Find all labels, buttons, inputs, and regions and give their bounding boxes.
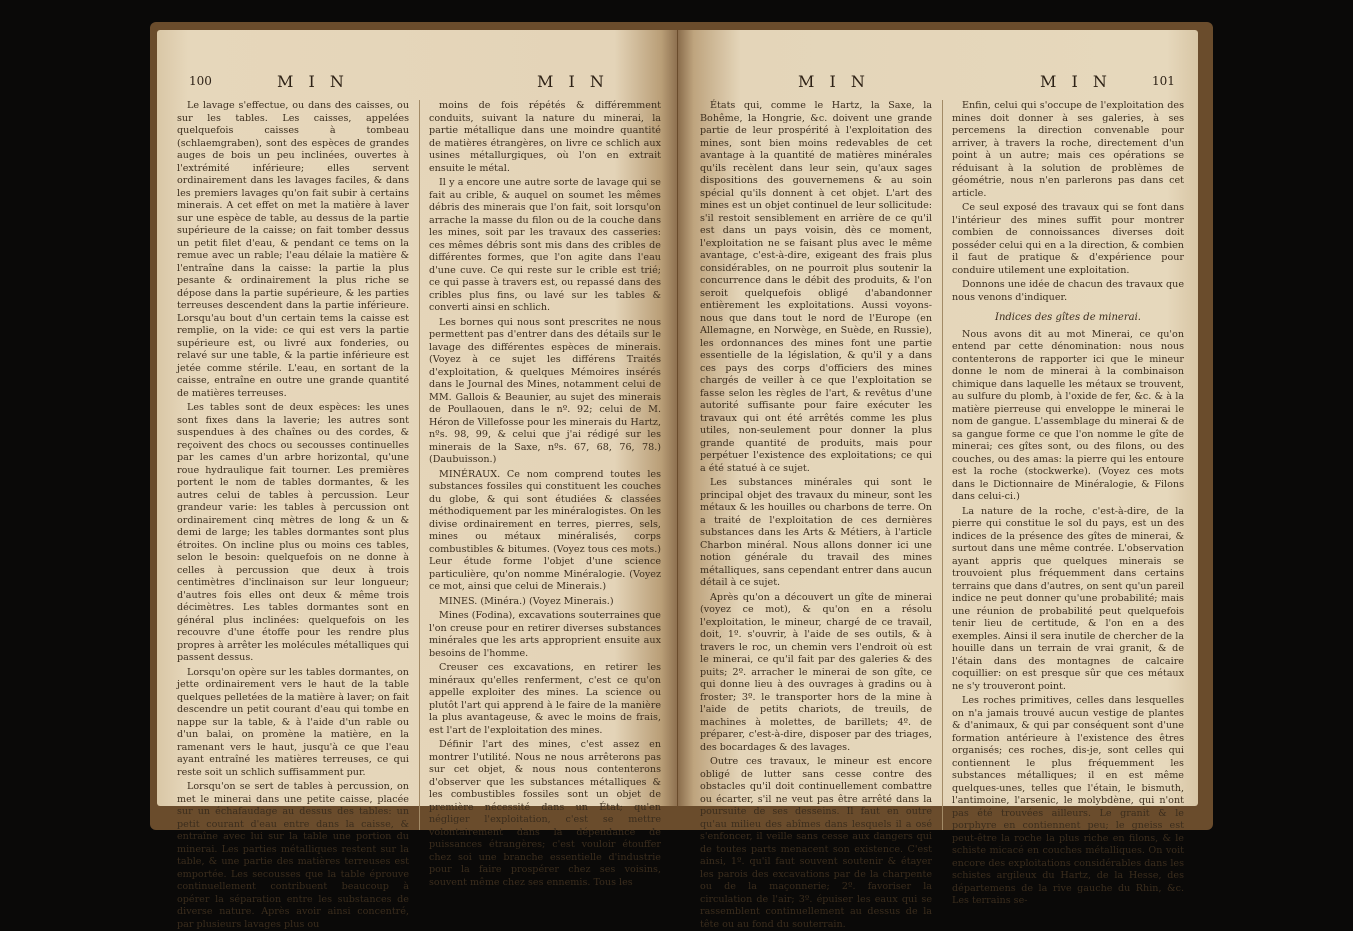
paragraph: Il y a encore une autre sorte de lavage qui se fait au crible, & auquel on soumet les mêmes débris des minerais que l'on fait, soit lorsqu'on arrache la masse du filon ou de la couche dans les mines, soit par les travaux des casseries: ces mêmes débris sont mis dans des cribles de différentes formes, que l'on agite dans l'eau d'une cuve. Ce qui reste sur le crible est trié; ce qui passe à travers est, ou repassé dans des cribles plus fins, ou lavé sur les tables & converti ainsi en schlich. <box>429 177 661 313</box>
left-running-head-2: M I N <box>537 72 609 91</box>
paragraph: Donnons une idée de chacun des travaux que nous venons d'indiquer. <box>952 279 1184 303</box>
left-running-head: M I N <box>277 72 349 91</box>
paragraph: Mines (Fodina), excavations souterraines que l'on creuse pour en retirer diverses substances minérales que les arts approprient ensuite aux besoins de l'homme. <box>429 610 661 659</box>
paragraph: Les roches primitives, celles dans lesquelles on n'a jamais trouvé aucun vestige de plantes & d'animaux, & qui par conséquent sont d'une formation antérieure à l'existence des êtres organisés; ces roches, dis-je, sont celles qui contiennent le plus fréquemment les substances métalliques; il en est même quelques-unes, telles que l'étain, le bismuth, l'antimoine, l'arsenic, le molybdène, qui n'ont pas été trouvées ailleurs. Le granit & le porphyre en contiennent peu; le gneiss est peut-être la roche la plus riche en filons, & le schiste micacé en couches métalliques. On voit encore des exploitations considérables dans les schistes argileux du Hartz, de la Hesse, des départemens de la rive gauche du Rhin, &c. Les terrains se- <box>952 695 1184 906</box>
paragraph: Lorsqu'on se sert de tables à percussion, on met le minerai dans une petite caisse, placée sur un échafaudage au dessus des tables: un petit courant d'eau entre dans la caisse, & entraîne avec lui sur la table une portion du minerai. Les parties métalliques restent sur la table, & une partie des matières terreuses est emportée. Les secousses que la table éprouve continuellement contribuent beaucoup à opérer la séparation entre les substances de diverse nature. Après avoir ainsi concentré, par plusieurs lavages plus ou <box>177 781 409 930</box>
paragraph: Les tables sont de deux espèces: les unes sont fixes dans la laverie; les autres sont suspendues à des chaînes ou des cordes, & reçoivent des chocs ou secousses continuelles par les cames d'un arbre horizontal, qu'une roue hydraulique fait tourner. Les premières portent le nom de tables dormantes, & les autres celui de tables à percussion. Leur grandeur varie: les tables à percussion ont ordinairement cinq mètres de long & un & demi de large; les tables dormantes sont plus étroites. On incline plus ou moins ces tables, selon le besoin: quelquefois on ne donne à celles à percussion que deux à trois centimètres d'inclinaison sur leur longueur; d'autres fois elles ont deux & même trois décimètres. Les tables dormantes sont en général plus inclinées: quelquefois on les recouvre d'une étoffe pour les rendre plus propres à arrêter les molécules métalliques qui passent dessus. <box>177 402 409 663</box>
paragraph: Définir l'art des mines, c'est assez en montrer l'utilité. Nous ne nous arrêterons pas sur cet objet, & nous nous contenterons d'observer que les substances métalliques & les combustibles fossiles sont un objet de première nécessité dans un État; qu'en négliger l'exploitation, c'est se mettre volontairement dans la dépendance de puissances étrangères; c'est vouloir étouffer chez soi une branche essentielle d'industrie pour la faire prospérer chez ses voisins, souvent même chez ses ennemis. Tous les <box>429 739 661 888</box>
left-page-number: 100 <box>189 74 212 88</box>
paragraph: Ce seul exposé des travaux qui se font dans l'intérieur des mines suffit pour montrer combien de connoissances diverses doit posséder celui qui en a la direction, & combien il faut de pratique & d'expérience pour conduire utilement une exploitation. <box>952 202 1184 276</box>
right-running-head: M I N <box>798 72 870 91</box>
left-column-2 <box>429 100 661 888</box>
paragraph: moins de fois répétés & différemment conduits, suivant la nature du minerai, la partie métallique dans une moindre quantité de matières étrangères, on livre ce schlich aux usines métallurgiques, où l'on en extrait ensuite le métal. <box>429 100 661 174</box>
paragraph: Après qu'on a découvert un gîte de minerai (voyez ce mot), & qu'on en a résolu l'exploitation, le mineur, chargé de ce travail, doit, 1º. s'ouvrir, à l'aide de ses outils, & à travers le roc, un chemin vers l'endroit où est le minerai, ce qu'il fait par des galeries & des puits; 2º. arracher le minerai de son gîte, ce qui donne lieu à des ouvrages à gradins ou à froster; 3º. le transporter hors de la mine à l'aide de petits chariots, de treuils, de machines à molettes, de barillets; 4º. de préparer, c'est-à-dire, disposer par des triages, des bocardages & des lavages. <box>700 591 932 753</box>
paragraph: MINES. (Minéra.) (Voyez Minerais.) <box>439 595 614 607</box>
column-rule <box>942 100 943 830</box>
right-running-head-2: M I N <box>1040 72 1112 91</box>
right-page <box>678 30 1198 930</box>
right-column-2 <box>952 100 1184 906</box>
paragraph: Le lavage s'effectue, ou dans des caisses, ou sur les tables. Les caisses, appelées quelquefois caisses à tombeau (schlaemgraben), sont des espèces de grandes auges de bois un peu inclinées, ouvertes à l'extrémité inférieure; elles servent ordinairement dans les lavages faciles, & dans les premiers lavages qu'on fait subir à certains minerais. A cet effet on met la matière à laver sur une espèce de table, au dessus de la partie supérieure de la caisse; on fait tomber dessus un petit filet d'eau, & pendant ce tems on la remue avec un rable; l'eau délaie la matière & l'entraîne dans la caisse: la partie la plus pesante & ordinairement la plus riche se dépose dans la partie supérieure, & les parties terreuses descendent dans la partie inférieure. Lorsqu'au bout d'un certain tems la caisse est remplie, on la vide: ce qui est vers la partie supérieure est, ou livré aux fonderies, ou relavé sur une table, & la partie inférieure est jetée comme stérile. L'eau, en sortant de la caisse, entraîne en outre une grande quantité de matières terreuses. <box>177 100 409 399</box>
right-page-number: 101 <box>1152 74 1175 88</box>
paragraph: Outre ces travaux, le mineur est encore obligé de lutter sans cesse contre des obstacles qu'il doit continuellement combattre ou écarter, s'il ne veut pas être arrêté dans la poursuite de ses desseins. Il faut en outre qu'au milieu des abîmes dans lesquels il a osé s'enfoncer, il veille sans cesse aux dangers qui de toutes parts menacent son existence. C'est ainsi, 1º. qu'il faut souvent soutenir & étayer les parois des excavations par de la charpente ou de la maçonnerie; 2º. favoriser la circulation de l'air; 3º. épuiser les eaux qui se rassemblent continuellement au dessus de la tête ou au fond du souterrain. <box>700 756 932 930</box>
section-heading: Indices des gîtes de minerai. <box>995 312 1141 323</box>
paragraph: Les bornes qui nous sont prescrites ne nous permettent pas d'entrer dans des détails sur le lavage des différentes espèces de minerais. (Voyez à ce sujet les différens Traités d'exploitation, & quelques Mémoires insérés dans le Journal des Mines, notamment celui de MM. Gallois & Beaunier, au sujet des minerais de Poullaouen, dans le nº. 92; celui de M. Héron de Villefosse pour les minerais du Hartz, nºs. 98, 99, & celui que j'ai rédigé sur les minerais de la Saxe, nºs. 67, 68, 76, 78.) (Daubuisson.) <box>429 316 661 465</box>
paragraph: États qui, comme le Hartz, la Saxe, la Bohême, la Hongrie, &c. doivent une grande partie de leur prospérité à l'exploitation des mines, sont bien moins redevables de cet avantage à la quantité de matières minérales qu'ils recèlent dans leur sein, qu'aux sages dispositions des gouvernemens & au soin spécial qu'ils donnent à cet objet. L'art des mines est un objet continuel de leur sollicitude: s'il restoit sensiblement en arrière de ce qu'il est dans un pays voisin, dès ce moment, l'exploitation ne se faisant plus avec le même avantage, c'est-à-dire, exigeant des frais plus considérables, on ne pourroit plus soutenir la concurrence dans le débit des produits, & l'on seroit quelquefois obligé d'abandonner entièrement les exploitations. Aussi voyons-nous que dans tout le nord de l'Europe (en Allemagne, en Norwège, en Suède, en Russie), les ordonnances des mines font une partie essentielle de la législation, & qu'il y a dans ces pays des corps d'officiers des mines chargés de veiller à ce que l'exploitation se fasse selon les règles de l'art, & revêtus d'une autorité suffisante pour faire exécuter les travaux qui ont été arrêtés comme les plus utiles, non-seulement pour donner la plus grande quantité de produits, mais pour perpétuer l'existence des exploitations; ce qui a été statué à ce sujet. <box>700 100 932 474</box>
paragraph: MINÉRAUX. Ce nom comprend toutes les substances fossiles qui constituent les couches du globe, & qui sont étudiées & classées méthodiquement par les minéralogistes. On les divise ordinairement en terres, pierres, sels, mines ou métaux minéralisés, corps combustibles & bitumes. (Voyez tous ces mots.) Leur étude forme l'objet d'une science particulière, qu'on nomme Minéralogie. (Voyez ce mot, ainsi que celui de Minerais.) <box>429 468 661 592</box>
paragraph: Enfin, celui qui s'occupe de l'exploitation des mines doit donner à ses galeries, à ses percemens la direction convenable pour arriver, à travers la roche, directement d'un point à un autre; mais ces opérations se réduisant à la solution de problèmes de géométrie, nous n'en parlerons pas dans cet article. <box>952 100 1184 199</box>
paragraph: Creuser ces excavations, en retirer les minéraux qu'elles renferment, c'est ce qu'on appelle exploiter des mines. La science ou plutôt l'art qui apprend à le faire de la manière la plus avantageuse, & avec le moins de frais, est l'art de l'exploitation des mines. <box>429 662 661 736</box>
column-rule <box>419 100 420 830</box>
left-column-1 <box>177 100 410 930</box>
paragraph: Lorsqu'on opère sur les tables dormantes, on jette ordinairement vers le haut de la table quelques pelletées de la matière à laver; on fait descendre un petit courant d'eau qui tombe en nappe sur la table, & à l'aide d'un rable ou d'un balai, on promène la matière, en la ramenant vers le haut, jusqu'à ce que l'eau ayant entraîné les matières terreuses, ce qui reste soit un schlich suffisamment pur. <box>177 666 410 778</box>
paragraph: Nous avons dit au mot Minerai, ce qu'on entend par cette dénomination: nous nous contenterons de rapporter ici que le mineur donne le nom de minerai à la combinaison chimique dans laquelle les métaux se trouvent, au sulfure du plomb, à l'oxide de fer, &c. & à la matière pierreuse qui enveloppe le minerai le nom de gangue. L'assemblage du minerai & de sa gangue forme ce que l'on nomme le gîte de minerai; ces gîtes sont, ou des filons, ou des couches, ou des amas: la pierre qui les entoure est la roche (stockwerke). (Voyez ces mots dans le Dictionnaire de Minéralogie, & Filons dans celui-ci.) <box>952 328 1184 502</box>
right-column-1 <box>700 100 932 930</box>
paragraph: Les substances minérales qui sont le principal objet des travaux du mineur, sont les métaux & les houilles ou charbons de terre. On a traité de l'exploitation de ces dernières substances dans les Arts & Métiers, à l'article Charbon minéral. Nous allons donner ici une notion générale du travail des mines métalliques, sans cependant entrer dans aucun détail à ce sujet. <box>700 477 932 588</box>
left-page <box>157 30 677 930</box>
paragraph: La nature de la roche, c'est-à-dire, de la pierre qui constitue le sol du pays, est un des indices de la présence des gîtes de minerai, & surtout dans une même contrée. L'observation ayant appris que quelques minerais se trouvoient plus fréquemment dans certains terrains que dans d'autres, on sent qu'un pareil indice ne peut donner qu'une probabilité; mais une réunion de probabilité peut quelquefois tenir lieu de certitude, & l'on en a des exemples. Ainsi il sera inutile de chercher de la houille dans un terrain de vrai granit, & de l'étain dans des montagnes de calcaire coquillier: on est presque sûr que ces métaux ne s'y trouveront point. <box>952 505 1184 692</box>
